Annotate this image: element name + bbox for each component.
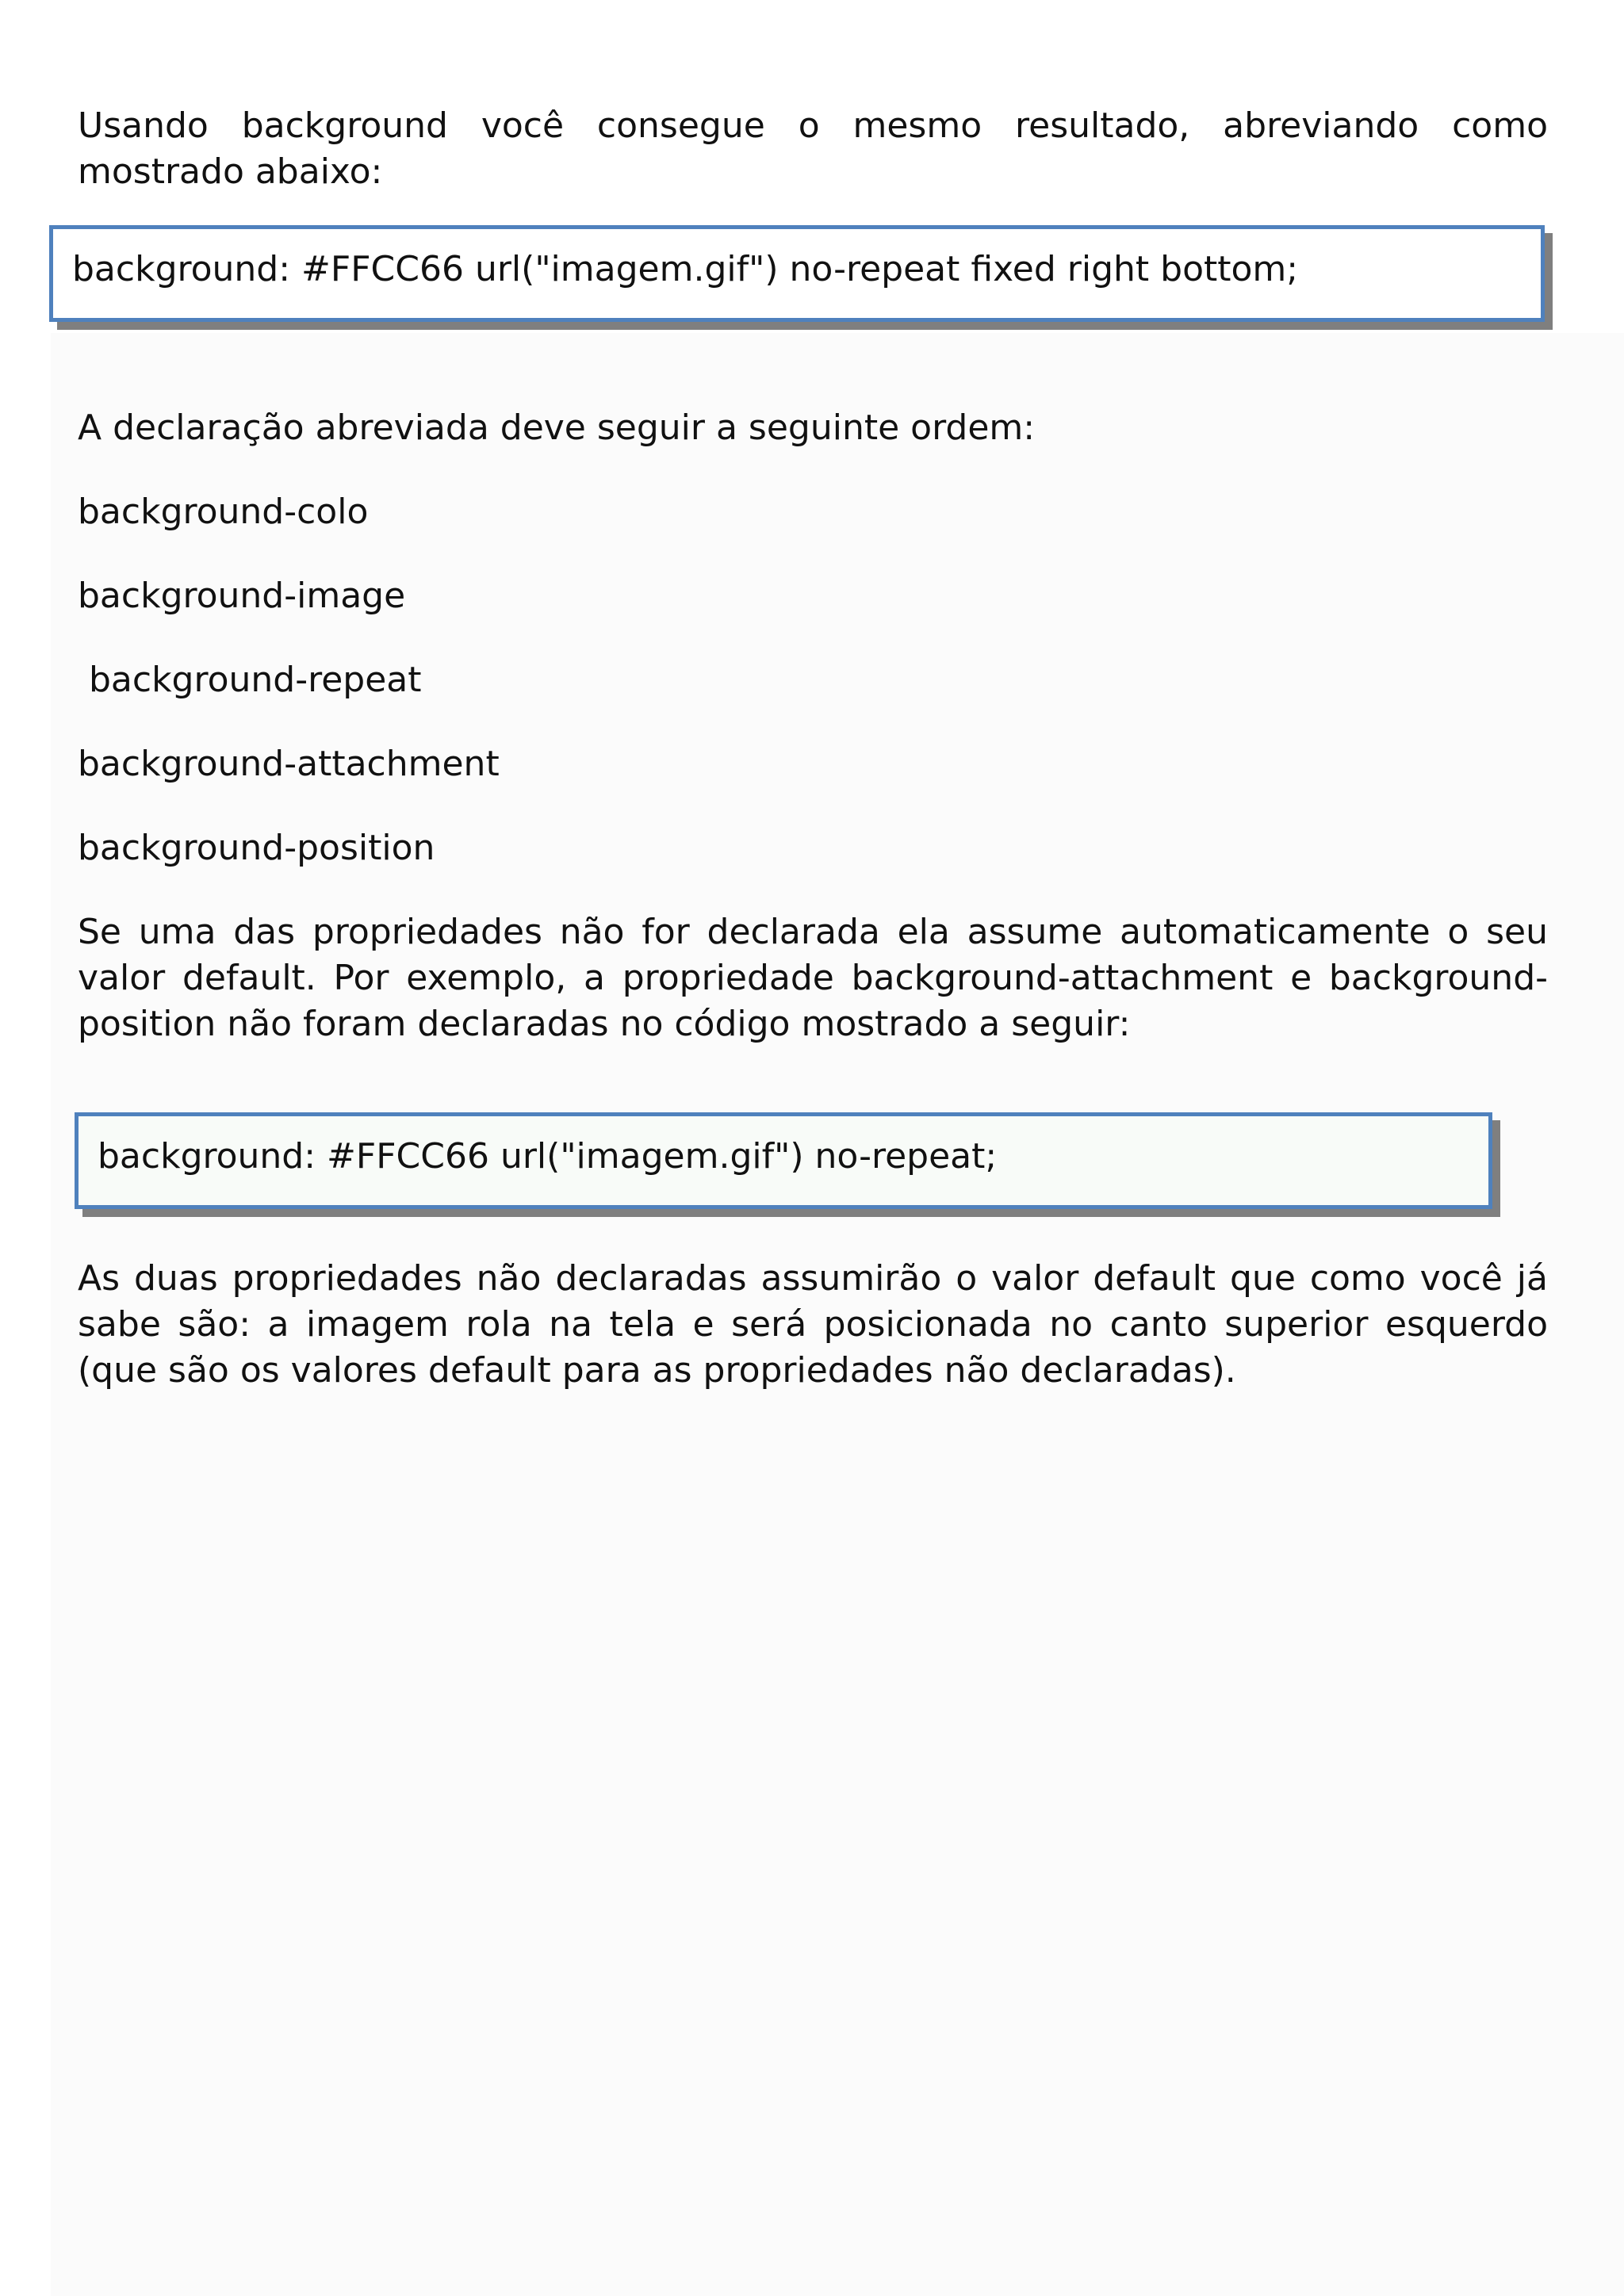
intro-paragraph: Usando background você consegue o mesmo resultado, abreviando como mostrado abaixo: — [78, 105, 1548, 192]
code-example-box-2 — [75, 1112, 1492, 1209]
closing-paragraph: As duas propriedades não declaradas assumirão o valor default que como você já sabe são: a imagem rola na tela e será posicionada no canto superior esquerdo (que são os valores default para as propriedades não declaradas). — [78, 1258, 1548, 1391]
code-example-box-1 — [49, 225, 1545, 322]
order-item-background-repeat: background-repeat — [78, 660, 422, 700]
code-example-2: background: #FFCC66 url("imagem.gif") no-repeat; — [98, 1136, 998, 1177]
order-item-background-color: background-colo — [78, 492, 369, 532]
order-item-background-attachment: background-attachment — [78, 744, 500, 784]
code-example-1: background: #FFCC66 url("imagem.gif") no-repeat fixed right bottom; — [72, 249, 1299, 289]
order-item-background-image: background-image — [78, 576, 406, 616]
default-paragraph: Se uma das propriedades não for declarada ela assume automaticamente o seu valor default. Por exemplo, a propriedade background-attachment e background-position não foram declaradas no código mostrado a seguir: — [78, 912, 1548, 1044]
order-item-background-position: background-position — [78, 828, 435, 868]
order-heading: A declaração abreviada deve seguir a seguinte ordem: — [78, 408, 1036, 448]
